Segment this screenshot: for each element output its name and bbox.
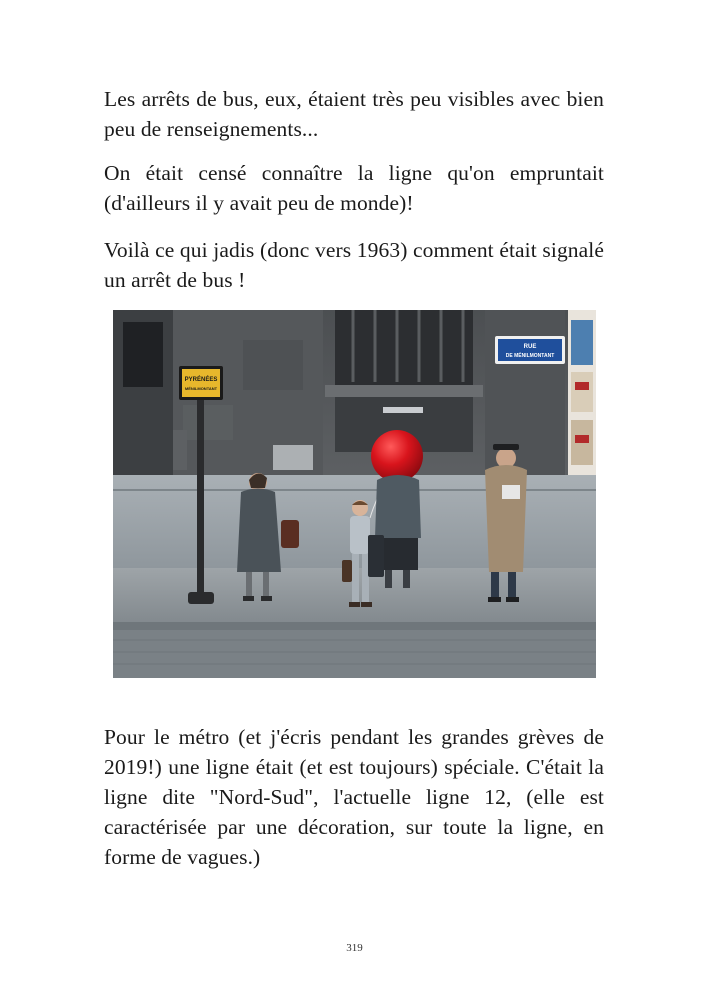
- bus-stop-sign-line-2: MÉNILMONTANT: [184, 386, 218, 391]
- paragraph-line-knowledge: On était censé connaître la ligne qu'on empruntait (d'ailleurs il y avait peu de monde)!: [104, 161, 604, 215]
- paragraph-bus-stop-1963: Voilà ce qui jadis (donc vers 1963) comment était signalé un arrêt de bus !: [104, 238, 604, 292]
- photo-bus-stop-red-balloon: [113, 310, 596, 678]
- street-sign-line-1: RUE: [523, 344, 537, 350]
- bus-stop-sign-line-1: PYRÉNÉES: [184, 377, 218, 383]
- page-number: 319: [346, 942, 363, 954]
- paragraph-metro-nord-sud: Pour le métro (et j'écris pendant les grandes grèves de 2019!) une ligne était (et est toujours) spéciale. C'était la ligne dite "Nord-Sud", l'actuelle ligne 12, (elle est caractérisée par une décoration, sur toute la ligne, en forme de vagues.): [104, 725, 604, 869]
- paragraph-bus-stops: Les arrêts de bus, eux, étaient très peu visibles avec bien peu de renseignements...: [104, 87, 604, 141]
- street-sign-line-2: DE MÉNILMONTANT: [505, 353, 555, 359]
